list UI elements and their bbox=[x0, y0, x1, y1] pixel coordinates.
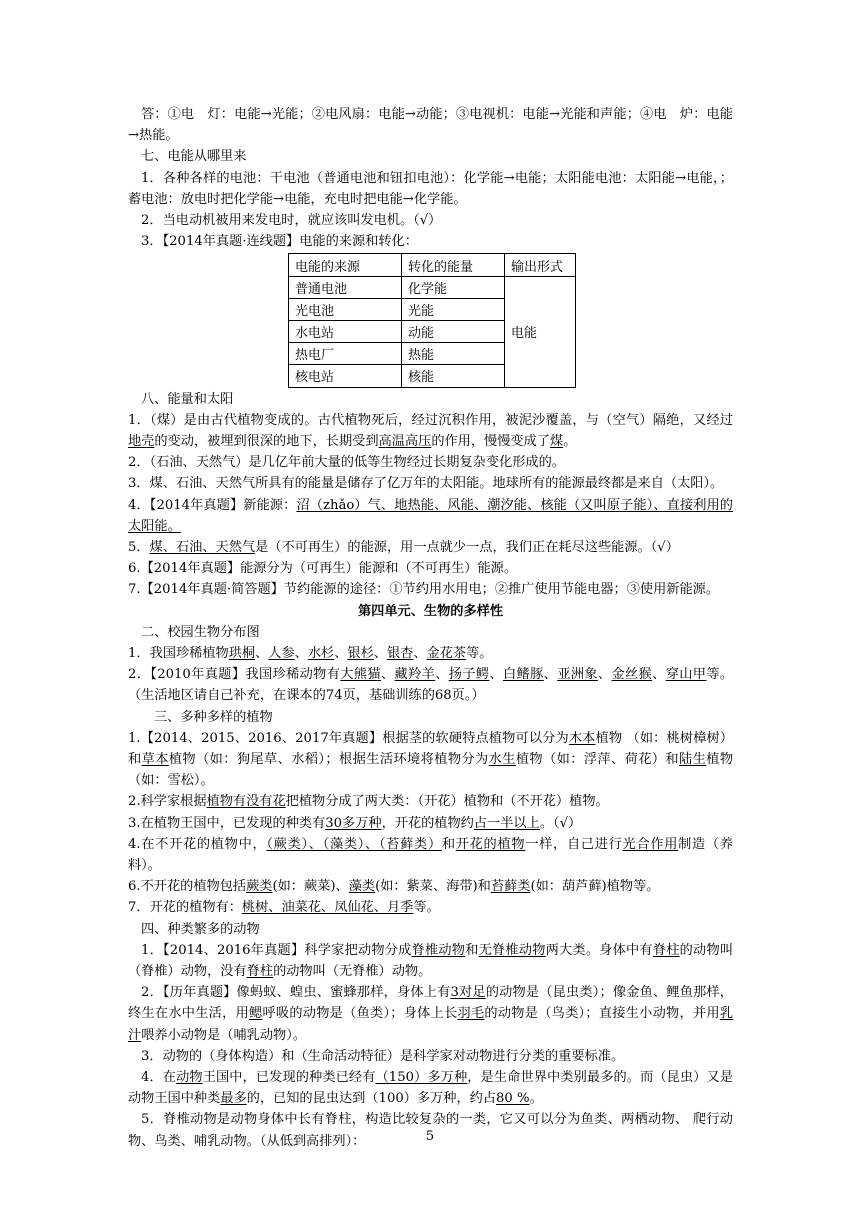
answer-underline: 乳汁 bbox=[128, 1006, 734, 1043]
energy-source-table bbox=[288, 253, 576, 387]
text-run: 等。 bbox=[466, 645, 493, 661]
answer-underline: 亚洲象 bbox=[557, 667, 598, 683]
answer-underline: 银杏 bbox=[386, 645, 414, 661]
text-run: 的变动，被埋到很深的地下，长期受到 bbox=[154, 433, 379, 449]
answer-underline: 扬子鳄 bbox=[448, 667, 490, 683]
answer-underline: 草本 bbox=[141, 752, 169, 767]
answer-underline: 占一半以上 bbox=[473, 815, 540, 831]
text-run: (如：紫菜、海带)和 bbox=[375, 879, 491, 895]
sec8-item-6: 6.【2014年真题】能源分为（可再生）能源和（不可再生）能源。 bbox=[128, 561, 518, 577]
text-run: 的，已知的昆虫达到（100）多万种，约占 bbox=[246, 1091, 497, 1107]
answer-underline: 白鳍豚 bbox=[503, 667, 544, 683]
answer-underline: 藏羚羊 bbox=[394, 667, 436, 683]
answer-underline: （蕨类）、（藻类）、（苔藓类） bbox=[266, 836, 442, 852]
text-run: 2.科学家根据 bbox=[128, 794, 207, 810]
section-8-title: 八、能量和太阳 bbox=[141, 391, 234, 407]
text-run: 2．【历年真题】像蚂蚁、蝗虫、蜜蜂那样，身体上有 bbox=[141, 985, 451, 1001]
text-run: 和 bbox=[465, 942, 479, 958]
text-run: 1．（煤）是由古代植物变成的。古代植物死后，经过沉积作用，被泥沙覆盖，与（空气）隔绝，又经过 bbox=[128, 412, 733, 428]
text-run: (如：葫芦藓)植物等。 bbox=[530, 879, 660, 895]
text-run: 、 bbox=[255, 645, 269, 661]
text-run: 3.在植物王国中，已发现的种类有 bbox=[128, 815, 326, 831]
unit4-s2-item-1 bbox=[128, 643, 733, 664]
text-run: 、 bbox=[435, 667, 449, 683]
answer-underline: 鳃 bbox=[249, 1006, 263, 1022]
unit4-s3-item-2 bbox=[128, 791, 733, 812]
text-run: 植物（如：狗尾草、水稻）；根据生活环境将植物分为 bbox=[168, 752, 489, 767]
table-cell: 热电厂 bbox=[289, 343, 402, 365]
text-run: 呼吸的动物是（鱼类）；身体上长 bbox=[262, 1006, 458, 1022]
table-row bbox=[289, 276, 576, 298]
sec8-item-3: 3．煤、石油、天然气所具有的能量是储存了亿万年的太阳能。地球所有的能源最终都是来自（太阳）。 bbox=[128, 476, 724, 492]
answer-underline: 银杉 bbox=[347, 645, 374, 661]
text-run: 。 bbox=[563, 433, 577, 449]
text-run: 、 bbox=[597, 667, 612, 683]
section-7-title: 七、电能从哪里来 bbox=[141, 149, 247, 165]
sec7-item-2: 2．当电动机被用来发电时，就应该叫发电机。（√） bbox=[141, 213, 442, 229]
answer-underline: 金花茶 bbox=[426, 645, 467, 661]
text-run: 是（不可再生）的能源，用一点就少一点，我们正在耗尽这些能源。（√） bbox=[255, 539, 679, 555]
answer-underline: 煤、石油、天然气 bbox=[149, 539, 256, 555]
table-header-row bbox=[289, 254, 576, 276]
text-run: 、 bbox=[294, 645, 308, 661]
text-run: ，开花的植物约 bbox=[381, 815, 474, 831]
text-run: 、 bbox=[413, 645, 427, 661]
table-cell: 核电站 bbox=[289, 365, 402, 387]
unit4-s3-item-1 bbox=[128, 728, 733, 792]
answer-underline: 脊椎动物 bbox=[411, 942, 466, 958]
table-cell-output: 电能 bbox=[505, 276, 576, 387]
answer-underline: 木本 bbox=[568, 730, 596, 746]
sec7-item-1: 1．各种各样的电池：干电池（普通电池和钮扣电池）：化学能→电能；太阳能电池：太阳能→电能，；蓄电池：放电时把化学能→电能，充电时把电能→化学能。 bbox=[128, 170, 733, 207]
text-run: 一样，自己进行 bbox=[525, 836, 623, 852]
text-run: 、 bbox=[652, 667, 666, 683]
text-run: 、 bbox=[543, 667, 558, 683]
answer-underline: 沼（zhǎo）气、地热能、风能、潮汐能、核能（又叫原子能）、直接利用的太阳能。 bbox=[128, 497, 733, 534]
answer-underline: 30多万种 bbox=[325, 815, 382, 831]
answer-underline: 苔藓类 bbox=[490, 879, 531, 895]
table-cell: 光能 bbox=[402, 298, 505, 320]
unit4-section-4-title: 四、种类繁多的动物 bbox=[141, 921, 260, 937]
text-run: 制造（养料）。 bbox=[128, 836, 734, 874]
table-header: 输出形式 bbox=[505, 254, 576, 276]
text-run: 1．我国珍稀植物 bbox=[128, 645, 229, 661]
text-run: 的作用，慢慢变成了 bbox=[431, 433, 550, 449]
text-run: 1．【2014、2016年真题】科学家把动物分成 bbox=[141, 942, 412, 958]
answer-underline: 陆生 bbox=[679, 752, 707, 767]
page-number: 5 bbox=[425, 1129, 435, 1144]
unit4-section-3-title: 三、多种多样的植物 bbox=[154, 709, 273, 725]
text-run: 、 bbox=[373, 645, 387, 661]
answer-underline: 大熊猫 bbox=[340, 667, 381, 683]
table-cell: 化学能 bbox=[402, 276, 505, 298]
text-run: 。（√） bbox=[539, 815, 582, 831]
answer-underline: 金丝猴 bbox=[611, 667, 653, 683]
answer-underline: 高温高压 bbox=[378, 433, 432, 449]
text-run: 。 bbox=[529, 1091, 543, 1107]
answer-underline: 无脊椎动物 bbox=[478, 942, 546, 958]
text-run: 王国中，已发现的种类已经有 bbox=[202, 1070, 376, 1086]
document-page bbox=[128, 104, 733, 1152]
answer-paragraph: 答：①电 灯：电能→光能；②电风扇：电能→动能；③电视机：电能→光能和声能；④电 炉：电能→热能。 bbox=[128, 107, 733, 144]
text-run: 和 bbox=[441, 836, 456, 852]
unit4-s4-item-4 bbox=[128, 1067, 733, 1109]
answer-underline: 煤 bbox=[550, 433, 564, 449]
text-run: 、 bbox=[334, 645, 348, 661]
answer-underline: 脊柱 bbox=[652, 942, 680, 958]
sec7-item-3: 3．【2014年真题·连线题】电能的来源和转化： bbox=[141, 234, 418, 250]
text-run: 2．【2010年真题】我国珍稀动物有 bbox=[128, 667, 341, 683]
table-cell: 热能 bbox=[402, 343, 505, 365]
answer-underline: （150）多万种 bbox=[375, 1070, 468, 1086]
answer-underline: 人参 bbox=[268, 645, 295, 661]
text-run: 植物（如：浮萍、荷花）和 bbox=[515, 752, 680, 767]
text-run: 等。 bbox=[413, 900, 440, 916]
answer-underline: 水生 bbox=[488, 752, 516, 767]
table-cell: 水电站 bbox=[289, 320, 402, 342]
text-run: ，是生命世界中类别最多的。而（昆虫）又是动物王国中种类 bbox=[128, 1070, 734, 1107]
text-run: 把植物分成了两大类：（开花）植物和（不开花）植物。 bbox=[285, 794, 609, 810]
text-run: 的动物叫（无脊椎）动物。 bbox=[273, 964, 432, 980]
text-run: 6.不开花的植物包括 bbox=[128, 879, 247, 895]
table-header: 转化的能量 bbox=[402, 254, 505, 276]
table-header: 电能的来源 bbox=[289, 254, 402, 276]
unit4-s2-item-2 bbox=[128, 664, 733, 706]
text-run: 植物 （如：桃树樟树）和 bbox=[128, 730, 734, 767]
answer-underline: 光合作用 bbox=[622, 836, 679, 852]
table-cell: 光电池 bbox=[289, 298, 402, 320]
answer-underline: 80 % bbox=[496, 1091, 530, 1107]
answer-underline: 开花的植物 bbox=[455, 836, 526, 852]
table-cell: 动能 bbox=[402, 320, 505, 342]
text-run: 4．在 bbox=[141, 1070, 177, 1086]
text-run: 5． bbox=[128, 539, 150, 555]
answer-underline: 动物 bbox=[176, 1070, 203, 1086]
text-run: 植物（如：雪松）。 bbox=[128, 752, 734, 789]
unit4-s4-item-3: 3．动物的（身体构造）和（生命活动特征）是科学家对动物进行分类的重要标准。 bbox=[141, 1048, 625, 1064]
text-run: 7．开花的植物有： bbox=[128, 900, 242, 916]
text-run: 、 bbox=[380, 667, 395, 683]
sec8-item-1 bbox=[128, 410, 733, 452]
text-run: 4.在不开花的植物中， bbox=[128, 836, 267, 852]
answer-underline: 水杉 bbox=[307, 645, 335, 661]
text-run: (如：蕨菜)、 bbox=[272, 879, 349, 895]
answer-underline: 桃树、油菜花、凤仙花、月季 bbox=[241, 900, 414, 916]
table-cell: 普通电池 bbox=[289, 276, 402, 298]
unit4-s3-item-3 bbox=[128, 813, 733, 834]
text-run: 的动物是（鸟类）；直接生小动物，并用 bbox=[484, 1006, 720, 1022]
text-run: 喂养小动物是（哺乳动物）。 bbox=[141, 1027, 307, 1043]
text-run: 、 bbox=[489, 667, 503, 683]
unit4-section-2-title: 二、校园生物分布图 bbox=[141, 624, 260, 640]
sec8-item-4 bbox=[128, 495, 733, 537]
unit4-s4-item-5: 5．脊椎动物是动物身体中长有脊柱，构造比较复杂的一类，它又可以分为鱼类、两栖动物、 爬行动物、鸟类、哺乳动物。（从低到高排列）： bbox=[128, 1112, 733, 1149]
text-run: 4．【2014年真题】新能源： bbox=[128, 497, 297, 513]
answer-underline: 地壳 bbox=[128, 433, 155, 449]
unit4-s3-item-6 bbox=[128, 876, 733, 897]
answer-underline: 脊柱 bbox=[246, 964, 274, 980]
sec8-item-7: 7.【2014年真题·简答题】节约能源的途径：①节约用水用电；②推广使用节能电器；③使用新能源。 bbox=[128, 582, 720, 598]
unit-4-title: 第四单元、生物的多样性 bbox=[357, 603, 504, 619]
unit4-s3-item-7 bbox=[128, 897, 733, 918]
table-cell: 核能 bbox=[402, 365, 505, 387]
answer-underline: 植物有没有花 bbox=[206, 794, 286, 810]
answer-underline: 羽毛 bbox=[457, 1006, 485, 1022]
answer-underline: 最多 bbox=[220, 1091, 247, 1107]
answer-underline: 藻类 bbox=[348, 879, 376, 895]
text-run: 1.【2014、2015、2016、2017年真题】根据茎的软硬特点植物可以分为 bbox=[128, 730, 569, 746]
text-run: 等。（生活地区请自己补充，在课本的74页，基础训练的68页。） bbox=[128, 667, 734, 704]
answer-underline: 珙桐 bbox=[228, 645, 256, 661]
answer-underline: 穿山甲 bbox=[665, 667, 707, 683]
text-run: 两大类。身体中有 bbox=[545, 942, 653, 958]
text-run: 的动物是（昆虫类）；像金鱼、鲤鱼那样，终生在水中生活，用 bbox=[128, 985, 733, 1022]
unit4-s4-item-1 bbox=[128, 940, 733, 982]
unit4-s3-item-4 bbox=[128, 834, 733, 876]
sec8-item-5 bbox=[128, 537, 733, 558]
answer-underline: 3对足 bbox=[450, 985, 486, 1001]
text-run: 的动物叫（脊椎）动物，没有 bbox=[128, 942, 734, 980]
sec8-item-2: 2．（石油、天然气）是几亿年前大量的低等生物经过长期复杂变化形成的。 bbox=[128, 455, 565, 471]
unit4-s4-item-2 bbox=[128, 982, 733, 1046]
answer-underline: 蕨类 bbox=[246, 879, 273, 895]
